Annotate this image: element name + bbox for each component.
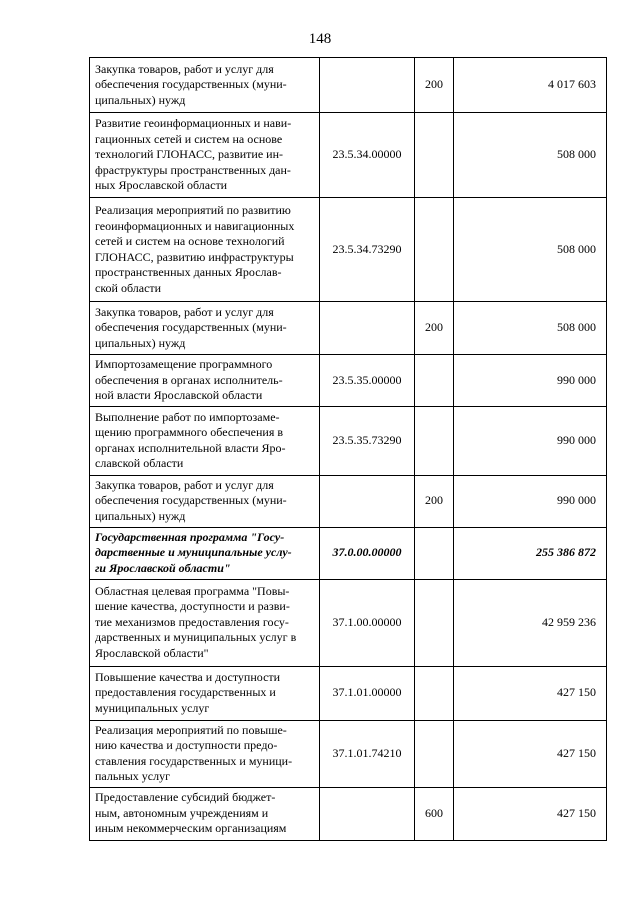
row-name-line: Закупка товаров, работ и услуг для	[95, 477, 274, 492]
table-row	[90, 113, 607, 198]
row-name-line: Реализация мероприятий по развитию	[95, 203, 291, 217]
row-amount-cell: 508 000	[454, 198, 607, 302]
row-name-cell	[90, 355, 320, 407]
row-type-cell	[415, 666, 454, 720]
table-row	[90, 475, 607, 527]
row-name-line: Импортозамещение программного	[95, 357, 273, 371]
row-amount-cell: 508 000	[454, 302, 607, 355]
row-type-cell	[415, 355, 454, 407]
table-row	[90, 666, 607, 720]
row-name-line: фраструктуры пространственных дан-	[95, 162, 291, 177]
row-code-cell: 37.1.01.00000	[320, 666, 415, 720]
row-amount-cell: 508 000	[454, 113, 607, 198]
row-name-line: обеспечения государственных (муни-	[95, 493, 287, 508]
row-name-line: муниципальных услуг	[95, 700, 210, 715]
row-code-cell: 23.5.34.00000	[320, 113, 415, 198]
row-name-line: пальных услуг	[95, 769, 171, 783]
row-code-cell: 23.5.35.73290	[320, 406, 415, 475]
row-type-cell	[415, 198, 454, 302]
page-number: 148	[308, 31, 332, 47]
row-type-cell	[415, 527, 454, 579]
row-name-line: ципальных) нужд	[95, 508, 186, 523]
row-name-line: тие механизмов предоставления госу-	[95, 614, 289, 629]
row-name-line: щению программного обеспечения в	[95, 425, 284, 439]
row-name-cell	[90, 720, 320, 787]
row-name-line: ской области	[95, 280, 162, 295]
row-name-line: Государственная программа "Госу-	[95, 529, 285, 544]
row-amount-cell: 42 959 236	[454, 579, 607, 666]
row-name-line: органах исполнительной власти Яро-	[95, 440, 286, 455]
row-name-line: ги Ярославской области"	[95, 560, 231, 575]
row-amount-cell: 4 017 603	[454, 58, 607, 113]
row-name-line: сетей и систем на основе технологий	[95, 234, 285, 248]
row-name-line: гационных сетей и систем на основе	[95, 131, 283, 146]
budget-table-body	[90, 58, 607, 841]
row-name-line: ципальных) нужд	[95, 92, 186, 107]
row-code-cell: 37.0.00.00000	[320, 527, 415, 579]
row-type-cell: 200	[415, 302, 454, 355]
row-name-line: Реализация мероприятий по повыше-	[95, 722, 287, 737]
row-type-cell	[415, 113, 454, 198]
row-name-cell	[90, 666, 320, 720]
table-row	[90, 302, 607, 355]
table-row	[90, 579, 607, 666]
row-name-line: Повышение качества и доступности	[95, 669, 281, 684]
row-type-cell	[415, 720, 454, 787]
row-code-cell	[320, 475, 415, 527]
row-name-line: обеспечения государственных (муни-	[95, 320, 287, 335]
row-type-cell: 200	[415, 475, 454, 527]
row-code-cell: 37.1.01.74210	[320, 720, 415, 787]
row-name-line: обеспечения государственных (муни-	[95, 77, 287, 92]
row-name-line: Закупка товаров, работ и услуг для	[95, 304, 274, 319]
row-code-cell: 23.5.35.00000	[320, 355, 415, 407]
table-row	[90, 787, 607, 840]
row-name-line: нию качества и доступности предо-	[95, 738, 278, 752]
row-name-line: дарственных и муниципальных услуг в	[95, 630, 297, 645]
row-code-cell: 23.5.34.73290	[320, 198, 415, 302]
table-row	[90, 355, 607, 407]
row-amount-cell: 427 150	[454, 666, 607, 720]
row-type-cell	[415, 406, 454, 475]
row-name-line: дарственные и муниципальные услу-	[95, 545, 292, 560]
row-name-line: пространственных данных Ярослав-	[95, 265, 282, 279]
row-type-cell: 600	[415, 787, 454, 840]
row-code-cell	[320, 58, 415, 113]
row-code-cell: 37.1.00.00000	[320, 579, 415, 666]
row-name-line: шение качества, доступности и разви-	[95, 599, 290, 614]
row-name-line: ставления государственных и муници-	[95, 753, 293, 768]
table-row	[90, 406, 607, 475]
row-name-line: ных Ярославской области	[95, 178, 228, 193]
row-name-line: ципальных) нужд	[95, 335, 186, 350]
row-type-cell: 200	[415, 58, 454, 113]
row-name-line: технологий ГЛОНАСС, развитие ин-	[95, 147, 283, 162]
row-name-line: ГЛОНАСС, развитию инфраструктуры	[95, 249, 294, 264]
row-name-cell	[90, 198, 320, 302]
row-name-line: Предоставление субсидий бюджет-	[95, 790, 276, 805]
table-row	[90, 720, 607, 787]
row-name-cell	[90, 475, 320, 527]
row-name-cell	[90, 113, 320, 198]
row-name-cell	[90, 58, 320, 113]
row-name-cell	[90, 527, 320, 579]
row-name-line: ным, автономным учреждениям и	[95, 805, 269, 820]
row-name-cell	[90, 302, 320, 355]
table-row	[90, 58, 607, 113]
row-name-line: славской области	[95, 456, 184, 470]
row-amount-cell: 990 000	[454, 406, 607, 475]
row-name-line: геоинформационных и навигационных	[95, 218, 295, 233]
row-type-cell	[415, 579, 454, 666]
budget-table	[89, 57, 607, 841]
row-amount-cell: 427 150	[454, 720, 607, 787]
row-code-cell	[320, 302, 415, 355]
row-name-line: обеспечения в органах исполнитель-	[95, 372, 283, 387]
row-name-cell	[90, 406, 320, 475]
row-name-cell	[90, 787, 320, 840]
row-name-line: иным некоммерческим организациям	[95, 821, 287, 836]
row-name-cell	[90, 579, 320, 666]
row-name-line: Ярославской области"	[95, 645, 209, 660]
row-name-line: Областная целевая программа "Повы-	[95, 583, 290, 598]
row-name-line: Развитие геоинформационных и нави-	[95, 116, 292, 131]
row-amount-cell: 990 000	[454, 475, 607, 527]
row-amount-cell: 255 386 872	[454, 527, 607, 579]
table-row	[90, 198, 607, 302]
row-name-line: Выполнение работ по импортозаме-	[95, 409, 280, 424]
row-amount-cell: 427 150	[454, 787, 607, 840]
row-name-line: Закупка товаров, работ и услуг для	[95, 61, 274, 76]
row-code-cell	[320, 787, 415, 840]
row-name-line: предоставления государственных и	[95, 685, 276, 700]
table-row	[90, 527, 607, 579]
row-name-line: ной власти Ярославской области	[95, 388, 263, 402]
row-amount-cell: 990 000	[454, 355, 607, 407]
